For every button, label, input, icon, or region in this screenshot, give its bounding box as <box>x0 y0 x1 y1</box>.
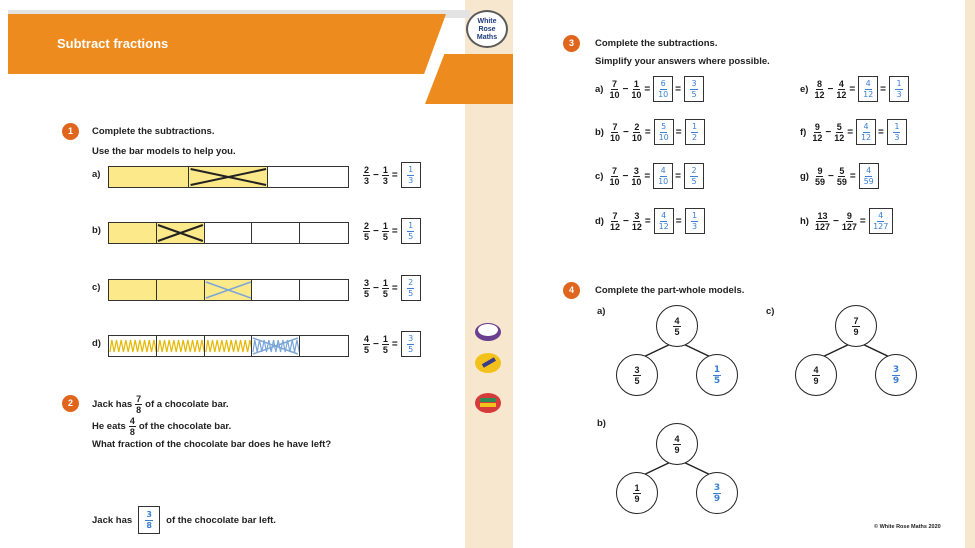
fraction-numerator: 7 <box>612 210 618 221</box>
q1-part-label: a) <box>92 169 101 180</box>
fraction-denominator: 10 <box>658 176 669 186</box>
answer-box[interactable] <box>401 218 421 244</box>
fraction-numerator: 7 <box>611 165 617 176</box>
fraction-denominator: 9 <box>674 444 680 455</box>
q3-equation <box>800 119 907 145</box>
fraction-denominator: 9 <box>853 326 859 337</box>
bar-cell <box>205 336 253 356</box>
fraction-numerator: 6 <box>660 78 666 88</box>
fraction-numerator: 4 <box>364 333 370 344</box>
q4-model-label: a) <box>597 306 606 317</box>
equals-sign: = <box>644 215 651 227</box>
fraction <box>632 211 642 232</box>
fraction <box>815 211 830 232</box>
fraction <box>382 334 389 355</box>
minus-sign: − <box>825 126 832 138</box>
q2-fraction-7-8 <box>135 394 142 415</box>
fraction-numerator: 4 <box>863 121 869 131</box>
equals-sign: = <box>391 225 398 237</box>
answer-box[interactable] <box>859 163 879 189</box>
equals-sign: = <box>644 126 651 138</box>
fraction-numerator: 1 <box>634 482 640 493</box>
fraction-denominator: 10 <box>631 176 642 187</box>
q2-line-3: What fraction of the chocolate bar does he have left? <box>92 439 332 450</box>
mastery-cloud-icon <box>474 320 502 342</box>
fraction <box>852 316 859 337</box>
fraction <box>892 365 900 386</box>
fraction-denominator: 127 <box>841 221 857 232</box>
q2-line-2-pre: He eats <box>92 421 126 432</box>
simplified-answer-box[interactable] <box>684 163 704 189</box>
q3-equation <box>595 208 705 234</box>
fraction-numerator: 1 <box>896 78 902 88</box>
fraction-denominator: 12 <box>814 89 825 100</box>
fraction-numerator: 2 <box>634 121 640 132</box>
q1-equation <box>362 218 421 244</box>
logo-line-1: White <box>477 18 497 25</box>
equals-sign: = <box>675 83 682 95</box>
fraction <box>363 278 370 299</box>
fraction-numerator: 2 <box>691 165 697 175</box>
fraction-denominator: 9 <box>713 493 721 504</box>
fraction-denominator: 3 <box>894 132 900 142</box>
q3-equation <box>800 208 893 234</box>
q1-part-label: d) <box>92 338 101 349</box>
fraction-denominator: 10 <box>658 132 669 142</box>
fraction-denominator: 3 <box>382 175 388 186</box>
bar-cell <box>205 280 253 300</box>
fraction <box>713 365 721 386</box>
q3-equation <box>595 119 705 145</box>
q1-part-label: b) <box>92 225 101 236</box>
fraction-numerator: 4 <box>865 78 871 88</box>
equals-sign: = <box>675 215 682 227</box>
q2-line-1 <box>92 394 229 415</box>
fraction-numerator: 5 <box>839 165 845 176</box>
fraction <box>633 483 640 504</box>
minus-sign: − <box>373 282 379 294</box>
part-circle-left <box>616 472 658 514</box>
q1-instruction-2: Use the bar models to help you. <box>92 146 236 157</box>
simplified-answer-box[interactable] <box>684 76 704 102</box>
crossed-out-mark <box>157 223 204 243</box>
equals-sign: = <box>880 83 887 95</box>
equals-sign: = <box>675 170 682 182</box>
bar-cell <box>300 280 348 300</box>
fraction-denominator: 3 <box>691 221 698 231</box>
fraction-denominator: 5 <box>364 344 370 355</box>
fraction-numerator: 4 <box>813 364 819 375</box>
q2-line-2 <box>92 416 231 437</box>
q2-fraction-4-8 <box>129 416 136 437</box>
fraction-denominator: 8 <box>146 520 152 530</box>
q3-equation <box>595 76 704 102</box>
fraction-denominator: 5 <box>364 288 370 299</box>
q3-part-label: g) <box>800 170 809 182</box>
q4-instruction: Complete the part-whole models. <box>595 285 745 296</box>
bar-cell <box>109 167 189 187</box>
fraction-numerator: 9 <box>846 210 852 221</box>
fraction-denominator: 5 <box>382 288 388 299</box>
whole-circle <box>656 423 698 465</box>
minus-sign: − <box>373 338 379 350</box>
fraction <box>834 122 844 143</box>
fraction-numerator: 3 <box>634 210 640 221</box>
fraction <box>382 278 389 299</box>
bar-cell <box>300 223 348 243</box>
simplified-answer-box[interactable] <box>685 208 705 234</box>
answer-box[interactable] <box>856 119 876 145</box>
q3-part-label: h) <box>800 215 809 227</box>
fraction-denominator: 8 <box>129 427 135 437</box>
minus-sign: − <box>833 215 839 227</box>
fraction-numerator: 9 <box>817 165 823 176</box>
copyright: © White Rose Maths 2020 <box>874 524 941 530</box>
fraction-denominator: 10 <box>631 89 642 100</box>
fraction-numerator: 3 <box>364 277 370 288</box>
fraction-denominator: 12 <box>836 89 847 100</box>
minus-sign: − <box>827 83 834 95</box>
white-rose-logo <box>466 10 508 48</box>
crossed-out-mark <box>205 280 252 300</box>
fraction-numerator: 1 <box>713 364 721 375</box>
equals-sign: = <box>675 126 682 138</box>
bar-cell <box>109 280 157 300</box>
fraction-denominator: 59 <box>814 176 825 187</box>
fraction-numerator: 4 <box>674 433 680 444</box>
fraction-denominator: 10 <box>609 89 620 100</box>
q1-equation <box>362 275 421 301</box>
question-3-badge: 3 <box>563 35 580 52</box>
part-circle-left <box>616 354 658 396</box>
whole-circle <box>656 305 698 347</box>
fraction-numerator: 1 <box>382 333 388 344</box>
fraction-numerator: 1 <box>408 220 414 230</box>
answer-box[interactable] <box>401 275 421 301</box>
bar-model <box>108 279 349 301</box>
pencil-icon <box>474 352 502 374</box>
fraction-denominator: 12 <box>609 221 620 232</box>
q3-equation <box>800 163 879 189</box>
part-circle-left <box>795 354 837 396</box>
fraction-denominator: 3 <box>896 89 902 99</box>
fraction <box>812 365 819 386</box>
fraction-denominator: 12 <box>658 221 669 231</box>
equals-sign: = <box>878 126 884 138</box>
fraction-numerator: 5 <box>836 121 842 132</box>
fraction <box>633 365 640 386</box>
fraction-numerator: 3 <box>634 364 640 375</box>
q1-equation <box>362 331 421 357</box>
bar-cell <box>252 336 300 356</box>
fraction-denominator: 3 <box>408 175 414 185</box>
q1-equation <box>362 162 421 188</box>
question-2-badge: 2 <box>62 395 79 412</box>
fraction <box>609 79 619 100</box>
bar-cell <box>109 223 157 243</box>
fraction <box>631 166 641 187</box>
q3-instruction-1: Complete the subtractions. <box>595 38 718 49</box>
part-circle-right[interactable] <box>875 354 917 396</box>
q2-answer-box[interactable] <box>138 506 160 534</box>
fraction-denominator: 59 <box>863 176 874 186</box>
q3-part-label: b) <box>595 126 604 138</box>
fraction <box>610 211 620 232</box>
question-1-badge: 1 <box>62 123 79 140</box>
fraction-denominator: 5 <box>382 344 388 355</box>
fraction-denominator: 5 <box>691 89 697 99</box>
fraction-denominator: 5 <box>364 231 370 242</box>
equals-sign: = <box>391 338 398 350</box>
fraction-denominator: 10 <box>658 89 669 99</box>
fraction-denominator: 5 <box>713 375 721 386</box>
q3-part-label: a) <box>595 83 604 95</box>
answer-box[interactable] <box>654 119 674 145</box>
fraction <box>842 211 857 232</box>
answer-box[interactable] <box>869 208 893 234</box>
fraction-denominator: 9 <box>634 493 640 504</box>
fraction-numerator: 3 <box>146 509 152 519</box>
fraction <box>382 165 389 186</box>
q4-model-label: c) <box>766 306 775 317</box>
q3-part-label: d) <box>595 215 604 227</box>
q2-answer-pre: Jack has <box>92 514 133 526</box>
fraction <box>836 79 846 100</box>
right-edge-strip <box>965 0 975 548</box>
fraction-numerator: 1 <box>633 78 639 89</box>
fraction-numerator: 3 <box>713 482 721 493</box>
fraction-denominator: 59 <box>836 176 847 187</box>
minus-sign: − <box>373 225 379 237</box>
q2-answer-post: of the chocolate bar left. <box>166 514 276 526</box>
fraction-numerator: 2 <box>408 277 414 287</box>
answer-box[interactable] <box>401 162 421 188</box>
books-icon <box>474 392 502 414</box>
fraction-numerator: 4 <box>661 210 667 220</box>
fraction-numerator: 1 <box>382 220 388 231</box>
bar-cell <box>109 336 157 356</box>
q1-instruction-1: Complete the subtractions. <box>92 126 215 137</box>
crossed-out-mark <box>252 336 299 356</box>
fraction-denominator: 10 <box>631 132 642 143</box>
equals-sign: = <box>644 170 651 182</box>
whole-circle <box>835 305 877 347</box>
q3-part-label: c) <box>595 170 604 182</box>
page-title: Subtract fractions <box>57 36 169 51</box>
fraction-numerator: 1 <box>894 121 900 131</box>
equals-sign: = <box>849 170 856 182</box>
fraction-numerator: 4 <box>660 165 666 175</box>
bar-model <box>108 166 349 188</box>
equals-sign: = <box>391 169 398 181</box>
q2-answer-line <box>92 506 276 534</box>
zigzag-shading <box>205 336 252 356</box>
zigzag-shading <box>109 336 156 356</box>
fraction <box>363 334 370 355</box>
fraction-numerator: 3 <box>892 364 900 375</box>
fraction <box>632 122 642 143</box>
fraction <box>814 79 824 100</box>
minus-sign: − <box>373 169 379 181</box>
fraction-numerator: 1 <box>408 164 414 174</box>
fraction <box>363 165 370 186</box>
fraction-denominator: 127 <box>873 221 889 231</box>
fraction-numerator: 4 <box>674 315 680 326</box>
bar-cell <box>252 223 300 243</box>
simplified-answer-box[interactable] <box>889 76 909 102</box>
part-circle-right[interactable] <box>696 472 738 514</box>
equals-sign: = <box>644 83 651 95</box>
fraction <box>713 483 721 504</box>
q3-equation <box>595 163 704 189</box>
bar-cell <box>157 223 205 243</box>
fraction-denominator: 5 <box>674 326 680 337</box>
equals-sign: = <box>849 83 856 95</box>
q3-instruction-2: Simplify your answers where possible. <box>595 56 770 67</box>
simplified-answer-box[interactable] <box>685 119 705 145</box>
fraction-denominator: 2 <box>691 132 698 142</box>
equals-sign: = <box>391 282 398 294</box>
simplified-answer-box[interactable] <box>887 119 907 145</box>
crossed-out-mark <box>189 167 268 187</box>
fraction-numerator: 4 <box>129 416 135 426</box>
answer-box[interactable] <box>858 76 878 102</box>
fraction-numerator: 13 <box>817 210 828 221</box>
fraction-denominator: 8 <box>136 405 142 415</box>
answer-box[interactable] <box>653 76 673 102</box>
equals-sign: = <box>847 126 854 138</box>
bar-cell <box>189 167 269 187</box>
zigzag-shading <box>157 336 204 356</box>
fraction-numerator: 3 <box>691 78 697 88</box>
fraction-numerator: 7 <box>136 394 142 404</box>
fraction-numerator: 4 <box>838 78 844 89</box>
fraction-numerator: 7 <box>853 315 859 326</box>
answer-box[interactable] <box>401 331 421 357</box>
bar-model <box>108 222 349 244</box>
minus-sign: − <box>827 170 834 182</box>
fraction-numerator: 5 <box>661 121 667 131</box>
fraction-denominator: 5 <box>408 288 414 298</box>
minus-sign: − <box>622 126 629 138</box>
part-circle-right[interactable] <box>696 354 738 396</box>
q3-part-label: e) <box>800 83 809 95</box>
q4-model-label: b) <box>597 418 606 429</box>
fraction-denominator: 12 <box>860 132 872 142</box>
minus-sign: − <box>622 83 629 95</box>
fraction-numerator: 1 <box>382 277 388 288</box>
fraction <box>673 316 680 337</box>
minus-sign: − <box>622 215 629 227</box>
fraction-denominator: 10 <box>609 132 620 143</box>
fraction <box>382 221 389 242</box>
fraction-denominator: 12 <box>812 132 823 143</box>
fraction-numerator: 2 <box>364 220 370 231</box>
fraction-numerator: 7 <box>612 121 618 132</box>
q3-part-label: f) <box>800 126 807 138</box>
q1-part-label: c) <box>92 282 101 293</box>
bar-cell <box>157 336 205 356</box>
fraction <box>631 79 641 100</box>
fraction-denominator: 12 <box>834 132 845 143</box>
bar-cell <box>205 223 253 243</box>
bar-cell <box>268 167 348 187</box>
q2-line-1-pre: Jack has <box>92 399 133 410</box>
fraction-denominator: 12 <box>863 89 874 99</box>
q2-line-2-post: of the chocolate bar. <box>138 421 232 432</box>
q3-equation <box>800 76 909 102</box>
fraction <box>609 166 619 187</box>
fraction-denominator: 9 <box>813 375 819 386</box>
fraction-numerator: 1 <box>691 121 698 131</box>
fraction-numerator: 1 <box>382 164 388 175</box>
question-4-badge: 4 <box>563 282 580 299</box>
fraction-denominator: 127 <box>814 221 830 232</box>
fraction <box>815 166 825 187</box>
logo-line-3: Maths <box>476 34 498 41</box>
logo-line-2: Rose <box>478 26 496 33</box>
fraction-numerator: 2 <box>364 164 370 175</box>
fraction <box>812 122 822 143</box>
fraction-numerator: 3 <box>633 165 639 176</box>
fraction-denominator: 10 <box>609 176 620 187</box>
answer-box[interactable] <box>653 163 673 189</box>
fraction-numerator: 3 <box>408 333 414 343</box>
fraction-denominator: 12 <box>631 221 642 232</box>
fraction-numerator: 4 <box>866 165 872 175</box>
equals-sign: = <box>859 215 866 227</box>
fraction-numerator: 4 <box>878 210 884 220</box>
q2-line-1-post: of a chocolate bar. <box>145 399 229 410</box>
fraction <box>837 166 847 187</box>
fraction <box>610 122 620 143</box>
fraction <box>673 434 680 455</box>
fraction-numerator: 9 <box>814 121 820 132</box>
fraction-denominator: 9 <box>892 375 900 386</box>
fraction-denominator: 5 <box>634 375 640 386</box>
bar-cell <box>300 336 348 356</box>
fraction-denominator: 5 <box>408 231 414 241</box>
fraction-denominator: 3 <box>364 175 370 186</box>
fraction-numerator: 1 <box>691 210 698 220</box>
answer-box[interactable] <box>654 208 674 234</box>
bar-model <box>108 335 349 357</box>
fraction-denominator: 5 <box>408 344 414 354</box>
fraction-denominator: 5 <box>382 231 388 242</box>
fraction-numerator: 7 <box>611 78 617 89</box>
fraction-numerator: 8 <box>816 78 822 89</box>
fraction <box>363 221 370 242</box>
minus-sign: − <box>622 170 629 182</box>
fraction-denominator: 5 <box>691 176 697 186</box>
bar-cell <box>252 280 300 300</box>
bar-cell <box>157 280 205 300</box>
